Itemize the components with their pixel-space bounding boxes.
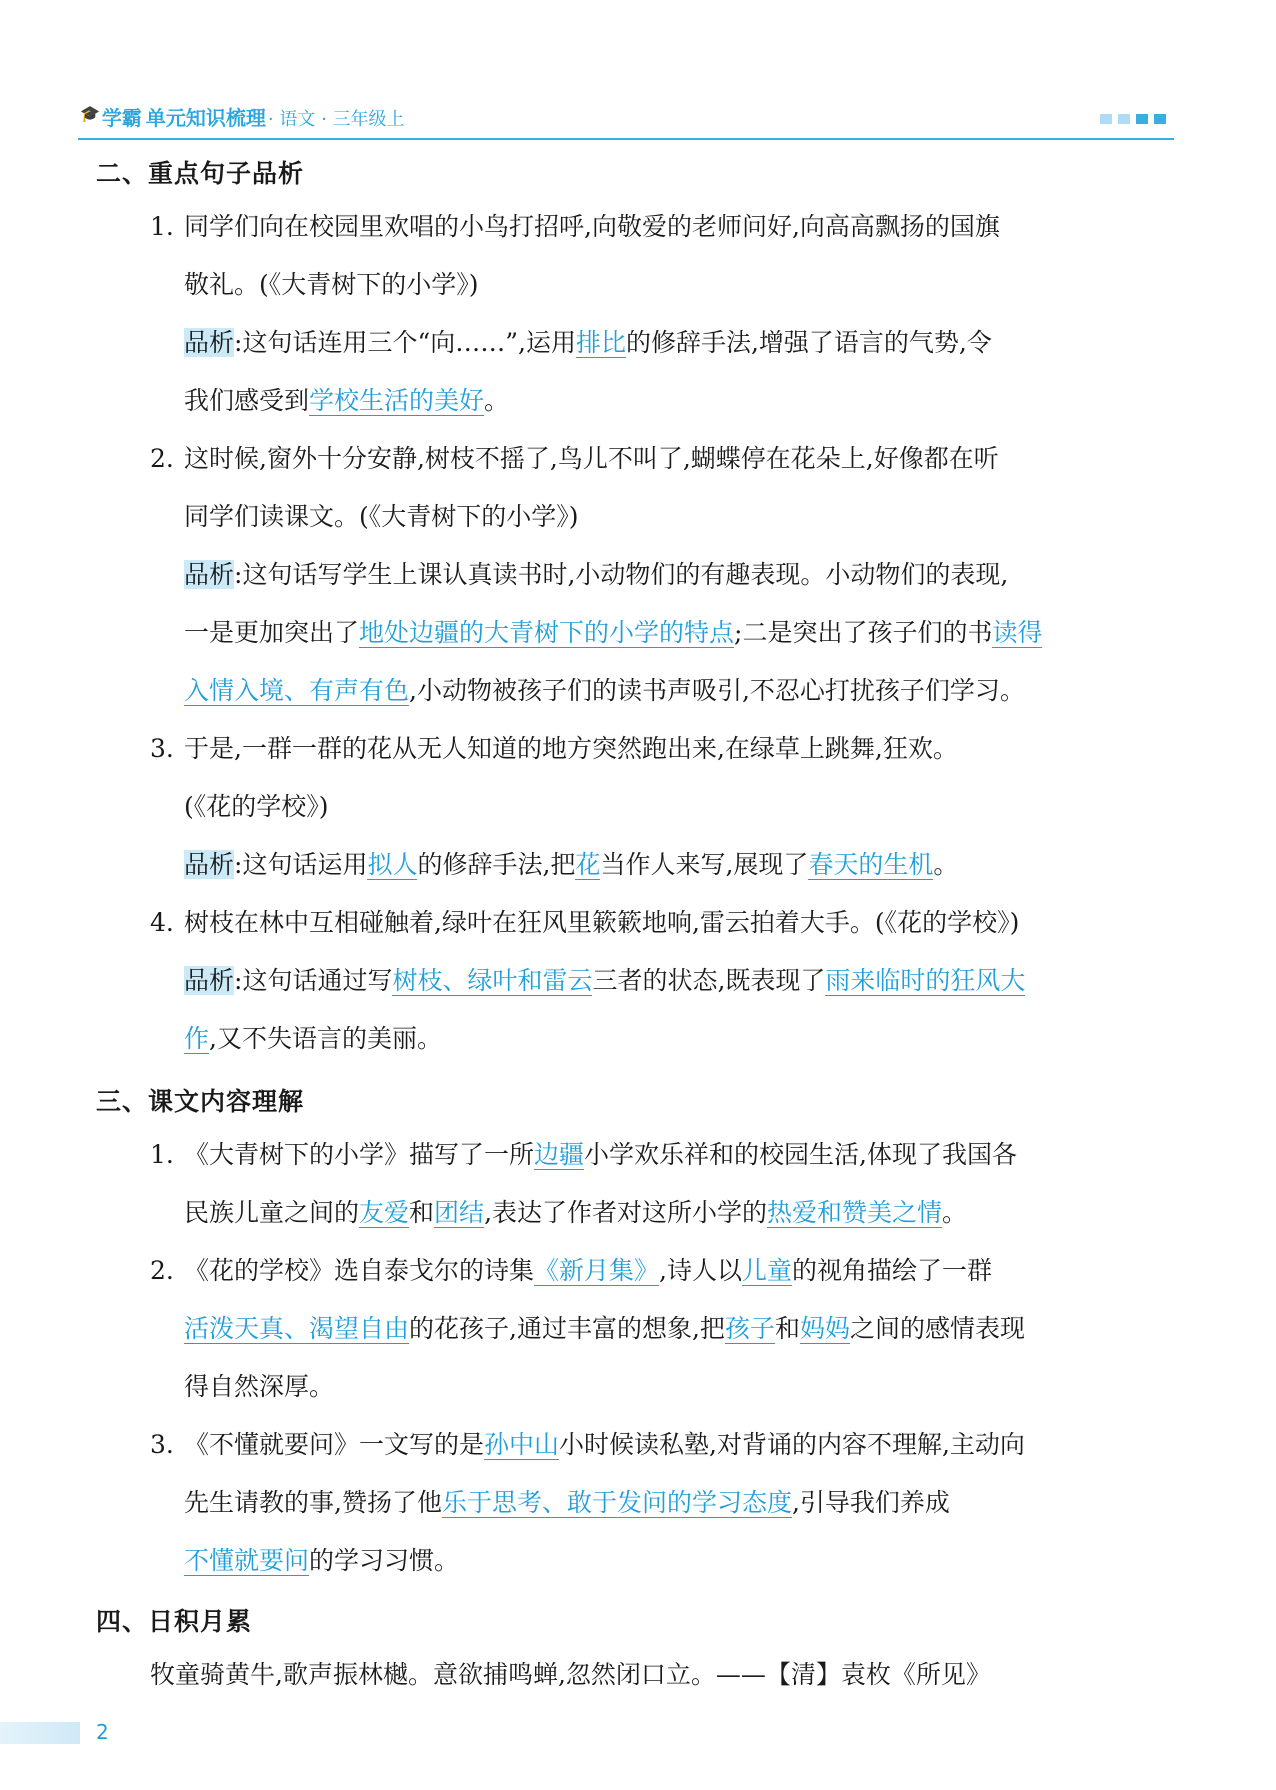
analysis-1-line-2: 我们感受到学校生活的美好。 xyxy=(184,386,510,415)
graduation-cap-icon: 🎓 xyxy=(80,104,100,123)
answer: 拟人 xyxy=(367,850,418,879)
understanding-2-line-1: 2. 《花的学校》选自泰戈尔的诗集《新月集》,诗人以儿童的视角描绘了一群 xyxy=(150,1256,993,1285)
understanding-2-line-2: 活泼天真、渴望自由的花孩子,通过丰富的想象,把孩子和妈妈之间的感情表现 xyxy=(184,1314,1025,1343)
analysis-label: 品析 xyxy=(184,850,235,879)
answer: 热爱和赞美之情 xyxy=(767,1198,943,1227)
sentence-3-line-1: 3. 于是,一群一群的花从无人知道的地方突然跑出来,在绿草上跳舞,狂欢。 xyxy=(150,734,958,763)
understanding-3-line-1: 3. 《不懂就要问》一文写的是孙中山小时候读私塾,对背诵的内容不理解,主动向 xyxy=(150,1430,1025,1459)
answer: 《新月集》 xyxy=(534,1256,660,1285)
analysis-label: 品析 xyxy=(184,560,235,589)
answer: 乐于思考、敢于发问的学习态度 xyxy=(441,1488,792,1517)
section-title: 二、重点句子品析 xyxy=(96,159,305,188)
sentence-2-line-2: 同学们读课文。(《大青树下的小学》) xyxy=(184,502,579,531)
page-number: 2 xyxy=(96,1720,109,1744)
sentence-1-line-2: 敬礼。(《大青树下的小学》) xyxy=(184,270,479,299)
analysis-label: 品析 xyxy=(184,966,235,995)
brand-name: 学霸 xyxy=(101,106,142,130)
section-title: 四、日积月累 xyxy=(96,1607,253,1636)
answer: 友爱 xyxy=(359,1198,410,1227)
sentence-4-line-1: 4. 树枝在林中互相碰触着,绿叶在狂风里簌簌地响,雷云拍着大手。(《花的学校》) xyxy=(150,908,1020,937)
answer: 作 xyxy=(184,1024,210,1053)
answer: 排比 xyxy=(575,328,626,357)
answer: 边疆 xyxy=(534,1140,585,1169)
answer: 学校生活的美好 xyxy=(309,386,485,415)
header-decoration xyxy=(1100,114,1166,124)
footer-decoration xyxy=(0,1722,80,1744)
understanding-1-line-2: 民族儿童之间的友爱和团结,表达了作者对这所小学的热爱和赞美之情。 xyxy=(184,1198,968,1227)
poem-line: 牧童骑黄牛,歌声振林樾。意欲捕鸣蝉,忽然闭口立。——【清】袁枚《所见》 xyxy=(150,1660,991,1689)
section-title: 三、课文内容理解 xyxy=(96,1087,305,1116)
sentence-3-line-2: (《花的学校》) xyxy=(184,792,329,821)
answer: 地处边疆的大青树下的小学的特点 xyxy=(359,618,735,647)
sentence-2-line-1: 2. 这时候,窗外十分安静,树枝不摇了,鸟儿不叫了,蝴蝶停在花朵上,好像都在听 xyxy=(150,444,999,473)
understanding-2-line-3: 得自然深厚。 xyxy=(184,1372,335,1401)
understanding-3-line-2: 先生请教的事,赞扬了他乐于思考、敢于发问的学习态度,引导我们养成 xyxy=(184,1488,950,1517)
analysis-4-line-2: 作,又不失语言的美丽。 xyxy=(184,1024,442,1053)
analysis-2-line-3: 入情入境、有声有色,小动物被孩子们的读书声吸引,不忍心打扰孩子们学习。 xyxy=(184,676,1025,705)
analysis-4-line-1: 品析:这句话通过写树枝、绿叶和雷云三者的状态,既表现了雨来临时的狂风大 xyxy=(184,966,1026,995)
series-name: 单元知识梳理 xyxy=(145,106,266,130)
answer: 团结 xyxy=(434,1198,485,1227)
answer: 活泼天真、渴望自由 xyxy=(184,1314,410,1343)
answer: 孩子 xyxy=(724,1314,775,1343)
analysis-3-line-1: 品析:这句话运用拟人的修辞手法,把花当作人来写,展现了春天的生机。 xyxy=(184,850,959,879)
answer: 雨来临时的狂风大 xyxy=(825,966,1026,995)
analysis-label: 品析 xyxy=(184,328,235,357)
answer: 孙中山 xyxy=(484,1430,560,1459)
answer: 春天的生机 xyxy=(808,850,934,879)
analysis-2-line-1: 品析:这句话写学生上课认真读书时,小动物们的有趣表现。小动物们的表现, xyxy=(184,560,1009,589)
answer: 儿童 xyxy=(741,1256,792,1285)
answer: 不懂就要问 xyxy=(184,1546,310,1575)
sentence-1-line-1: 1. 同学们向在校园里欢唱的小鸟打招呼,向敬爱的老师问好,向高高飘扬的国旗 xyxy=(150,212,1000,241)
header-subject: · 语文 · 三年级上 xyxy=(267,109,405,130)
answer: 花 xyxy=(575,850,601,879)
answer: 树枝、绿叶和雷云 xyxy=(392,966,593,995)
answer: 读得 xyxy=(992,618,1043,647)
analysis-1-line-1: 品析:这句话连用三个“向……”,运用排比的修辞手法,增强了语言的气势,令 xyxy=(184,328,992,357)
header-logo xyxy=(80,102,405,131)
answer: 妈妈 xyxy=(799,1314,850,1343)
understanding-3-line-3: 不懂就要问的学习习惯。 xyxy=(184,1546,460,1575)
analysis-2-line-2: 一是更加突出了地处边疆的大青树下的小学的特点;二是突出了孩子们的书读得 xyxy=(184,618,1043,647)
understanding-1-line-1: 1. 《大青树下的小学》描写了一所边疆小学欢乐祥和的校园生活,体现了我国各 xyxy=(150,1140,1017,1169)
answer: 入情入境、有声有色 xyxy=(184,676,410,705)
page-header xyxy=(78,96,1174,140)
